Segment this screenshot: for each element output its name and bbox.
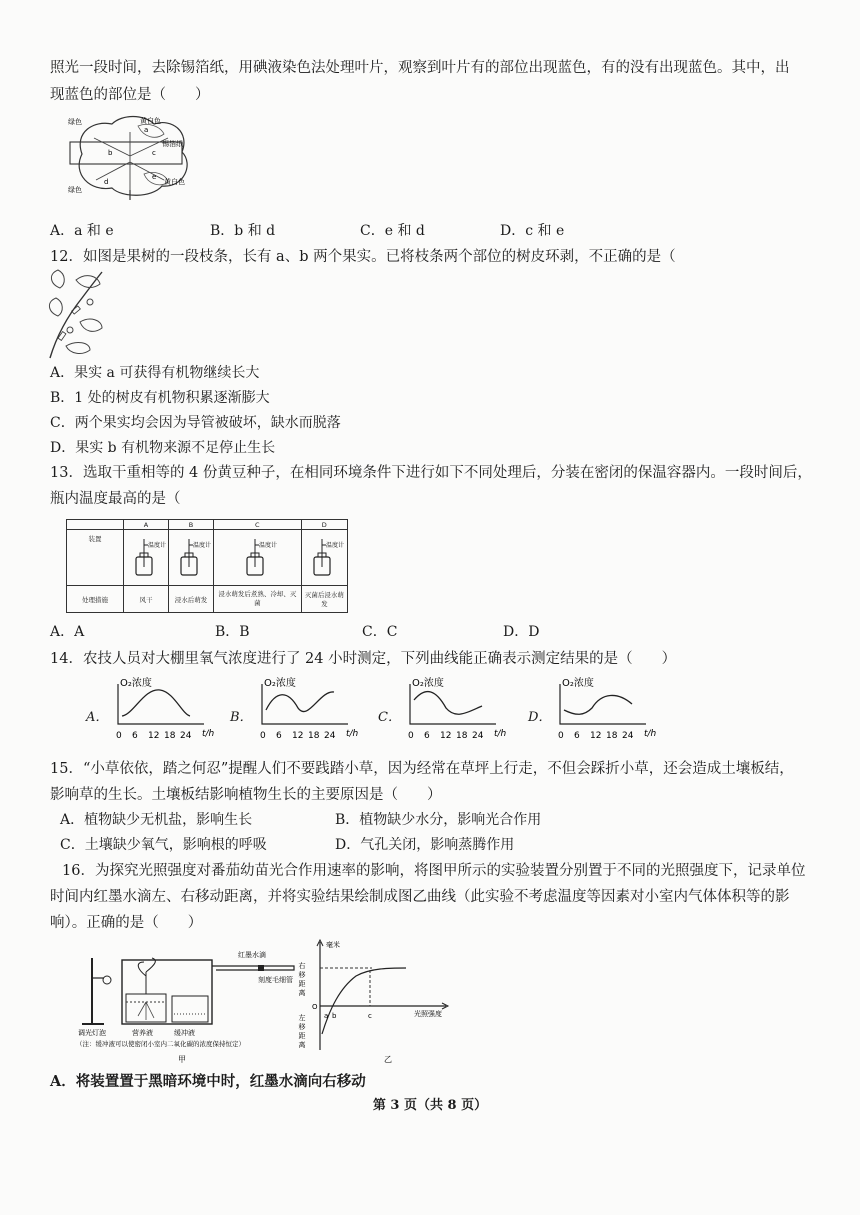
thermometer-label-a: 温度计 bbox=[148, 541, 167, 549]
q14-graph-tick: 12 bbox=[590, 731, 602, 741]
q15-option-c[interactable]: C．土壤缺少氧气，影响根的呼吸 bbox=[60, 837, 267, 853]
q14-graph-curve bbox=[122, 690, 190, 716]
label-lamp: 调光灯泡 bbox=[78, 1029, 106, 1037]
label-origin: O bbox=[312, 1003, 318, 1011]
q14-graph-tick: 6 bbox=[276, 731, 282, 741]
q16-text-line2: 时间内红墨水滴左、右移动距离，并将实验结果绘制成图乙曲线（此实验不考虑温度等因素对小室内气体体积等的影 bbox=[50, 889, 790, 905]
q14-graph-tick: 24 bbox=[622, 731, 634, 741]
q14-graph-tick: 18 bbox=[308, 731, 320, 741]
q14-graph-curve bbox=[414, 692, 482, 715]
table-device-c bbox=[214, 530, 302, 586]
q14-graph-tick: 12 bbox=[440, 731, 452, 741]
table-header-a: A bbox=[124, 520, 169, 530]
q15-text-line2: 影响草的生长。土壤板结影响植物生长的主要原因是（ ） bbox=[50, 787, 442, 803]
leaf-figure bbox=[64, 112, 200, 200]
q13-option-a[interactable]: A．A bbox=[50, 624, 85, 640]
thermometer-label-b: 温度计 bbox=[193, 541, 212, 549]
label-d: d bbox=[104, 178, 109, 186]
q14-graph-xlabel: t/h bbox=[494, 729, 507, 739]
q16-text-line1: 16．为探究光照强度对番茄幼苗光合作用速率的影响，将图甲所示的实验装置分别置于不同的光照强度下，记录单位 bbox=[62, 863, 806, 879]
q14-graph-tick: 0 bbox=[260, 731, 266, 741]
q14-graph-curve bbox=[266, 692, 334, 712]
table-treatment-a: 风干 bbox=[124, 586, 169, 613]
label-buffer: 缓冲液 bbox=[174, 1029, 195, 1037]
label-green: 绿色 bbox=[68, 118, 82, 126]
label-c: c bbox=[368, 1012, 372, 1020]
label-a: a bbox=[144, 126, 149, 134]
q14-graph-ylabel: O₂浓度 bbox=[120, 678, 152, 689]
q14-graph-tick: 24 bbox=[472, 731, 484, 741]
q14-graph-xlabel: t/h bbox=[202, 729, 215, 739]
q14-graph-plot bbox=[546, 676, 676, 746]
q14-graph-xlabel: t/h bbox=[644, 729, 657, 739]
label-nutrient: 营养液 bbox=[132, 1029, 153, 1037]
table-header-c: C bbox=[214, 520, 302, 530]
label-b: b bbox=[108, 149, 113, 157]
q11-option-c[interactable]: C．e 和 d bbox=[360, 223, 425, 239]
q14-graph-label: B． bbox=[230, 710, 253, 725]
q15-option-a[interactable]: A．植物缺少无机盐，影响生长 bbox=[60, 812, 253, 828]
q14-graph-ylabel: O₂浓度 bbox=[412, 678, 444, 689]
thermometer-label-d: 温度计 bbox=[326, 541, 345, 549]
table-device-b bbox=[169, 530, 214, 586]
q11-text-line2: 现蓝色的部位是（ ） bbox=[50, 87, 210, 103]
table-header-b: B bbox=[169, 520, 214, 530]
caption-jia: 甲 bbox=[178, 1055, 186, 1064]
q14-graph-label: D． bbox=[528, 710, 552, 725]
q12-text: 12．如图是果树的一段枝条，长有 a、b 两个果实。已将枝条两个部位的树皮环剥，不正确的是（ bbox=[50, 249, 676, 265]
q13-apparatus-table bbox=[66, 519, 348, 613]
page-footer: 第 3 页（共 8 页） bbox=[372, 1098, 488, 1113]
q14-graph-tick: 6 bbox=[424, 731, 430, 741]
table-device-label: 装置 bbox=[67, 530, 124, 586]
table-treatment-label: 处理措施 bbox=[67, 586, 124, 613]
q14-graph-tick: 0 bbox=[408, 731, 414, 741]
q13-text-line2: 瓶内温度最高的是（ bbox=[50, 491, 181, 507]
q14-graph-tick: 6 bbox=[574, 731, 580, 741]
thermos-icon bbox=[124, 535, 168, 579]
label-note: （注：缓冲液可以使密闭小室内二氧化碳的浓度保持恒定） bbox=[76, 1040, 245, 1048]
q14-graph-tick: 18 bbox=[606, 731, 618, 741]
q16-option-a[interactable]: A．将装置置于黑暗环境中时，红墨水滴向右移动 bbox=[50, 1073, 366, 1090]
q14-graph-tick: 18 bbox=[164, 731, 176, 741]
q14-graph-d[interactable] bbox=[528, 676, 678, 746]
branch-figure bbox=[46, 268, 108, 360]
q14-graph-b[interactable] bbox=[230, 676, 380, 746]
label-capillary: 刻度毛细管 bbox=[258, 976, 293, 984]
q14-graph-axes bbox=[262, 684, 348, 724]
q14-graph-axes bbox=[410, 684, 496, 724]
q13-option-b[interactable]: B．B bbox=[215, 624, 250, 640]
q11-option-b[interactable]: B．b 和 d bbox=[210, 223, 276, 239]
q16-figure-jia bbox=[74, 938, 306, 1066]
q14-graph-label: C． bbox=[378, 710, 401, 725]
label-left-move: 左移距离 bbox=[298, 1014, 306, 1050]
label-c: c bbox=[152, 149, 156, 157]
q14-graph-plot bbox=[104, 676, 234, 746]
q14-graph-tick: 0 bbox=[558, 731, 564, 741]
q15-text-line1: 15．“小草依依，踏之何忍”提醒人们不要践踏小草，因为经常在草坪上行走，不但会踩折小草，还会造成土壤板结， bbox=[50, 761, 794, 777]
label-unit: 毫米 bbox=[326, 941, 340, 949]
q11-option-a[interactable]: A．a 和 e bbox=[50, 223, 114, 239]
q16-text-line3: 响）。正确的是（ ） bbox=[50, 915, 203, 931]
label-foil: 锡箔纸 bbox=[162, 140, 183, 148]
thermometer-label-c: 温度计 bbox=[259, 541, 278, 549]
table-treatment-d: 灭菌后浸水萌发 bbox=[301, 586, 347, 613]
q14-graph-tick: 12 bbox=[148, 731, 160, 741]
q13-text-line1: 13．选取干重相等的 4 份黄豆种子，在相同环境条件下进行如下不同处理后，分装在密闭的保温容器内。一段时间后， bbox=[50, 465, 812, 481]
thermos-icon bbox=[169, 535, 213, 579]
q14-graph-plot bbox=[248, 676, 378, 746]
table-treatment-b: 浸水后萌发 bbox=[169, 586, 214, 613]
table-device-d bbox=[301, 530, 347, 586]
q14-graph-a[interactable] bbox=[86, 676, 236, 746]
q14-graph-tick: 24 bbox=[324, 731, 336, 741]
q12-option-d[interactable]: D．果实 b 有机物来源不足停止生长 bbox=[50, 440, 276, 456]
label-e: e bbox=[152, 173, 157, 181]
q14-graph-xlabel: t/h bbox=[346, 729, 359, 739]
thermos-icon bbox=[235, 535, 279, 579]
caption-yi: 乙 bbox=[384, 1055, 392, 1064]
label-yellow-top: 黄白色 bbox=[140, 117, 161, 125]
q11-option-d[interactable]: D．c 和 e bbox=[500, 223, 565, 239]
q11-text-line1: 照光一段时间，去除锡箔纸，用碘液染色法处理叶片，观察到叶片有的部位出现蓝色，有的没有出现蓝色。其中，出 bbox=[50, 60, 790, 76]
label-light: 光照强度 bbox=[414, 1010, 442, 1018]
q13-option-d[interactable]: D．D bbox=[503, 624, 540, 640]
q14-graph-axes bbox=[560, 684, 646, 724]
q15-option-b[interactable]: B．植物缺少水分，影响光合作用 bbox=[335, 812, 542, 828]
table-header-d: D bbox=[301, 520, 347, 530]
q12-option-c[interactable]: C．两个果实均会因为导管被破坏，缺水而脱落 bbox=[50, 415, 341, 431]
label-right-move: 右移距离 bbox=[298, 962, 306, 998]
label-b: b bbox=[332, 1012, 337, 1020]
q14-text: 14．农技人员对大棚里氧气浓度进行了 24 小时测定，下列曲线能正确表示测定结果的是（ ） bbox=[50, 651, 677, 667]
q13-option-c[interactable]: C．C bbox=[362, 624, 398, 640]
table-header-empty bbox=[67, 520, 124, 530]
q14-graph-tick: 18 bbox=[456, 731, 468, 741]
q14-graph-ylabel: O₂浓度 bbox=[562, 678, 594, 689]
q14-graph-tick: 24 bbox=[180, 731, 192, 741]
q14-graph-ylabel: O₂浓度 bbox=[264, 678, 296, 689]
q16-figure-yi bbox=[300, 938, 460, 1066]
q14-graph-plot bbox=[396, 676, 526, 746]
table-device-a bbox=[124, 530, 169, 586]
q14-graph-tick: 6 bbox=[132, 731, 138, 741]
label-a: a bbox=[324, 1012, 329, 1020]
label-ink-drop: 红墨水滴 bbox=[238, 951, 266, 959]
label-yellow-bottom: 黄白色 bbox=[164, 178, 185, 186]
q15-option-d[interactable]: D．气孔关闭，影响蒸腾作用 bbox=[335, 837, 515, 853]
q14-graph-curve bbox=[564, 695, 632, 714]
thermos-icon bbox=[302, 535, 346, 579]
label-green-bottom: 绿色 bbox=[68, 186, 82, 194]
q14-graph-c[interactable] bbox=[378, 676, 528, 746]
q12-option-b[interactable]: B．1 处的树皮有机物积累逐渐膨大 bbox=[50, 390, 270, 406]
q12-option-a[interactable]: A．果实 a 可获得有机物继续长大 bbox=[50, 365, 260, 381]
q14-graph-tick: 0 bbox=[116, 731, 122, 741]
q14-graph-tick: 12 bbox=[292, 731, 304, 741]
q14-graph-label: A． bbox=[86, 710, 109, 725]
lamp-icon bbox=[103, 976, 111, 984]
table-treatment-c: 浸水萌发后煮熟、冷却、灭菌 bbox=[214, 586, 302, 613]
